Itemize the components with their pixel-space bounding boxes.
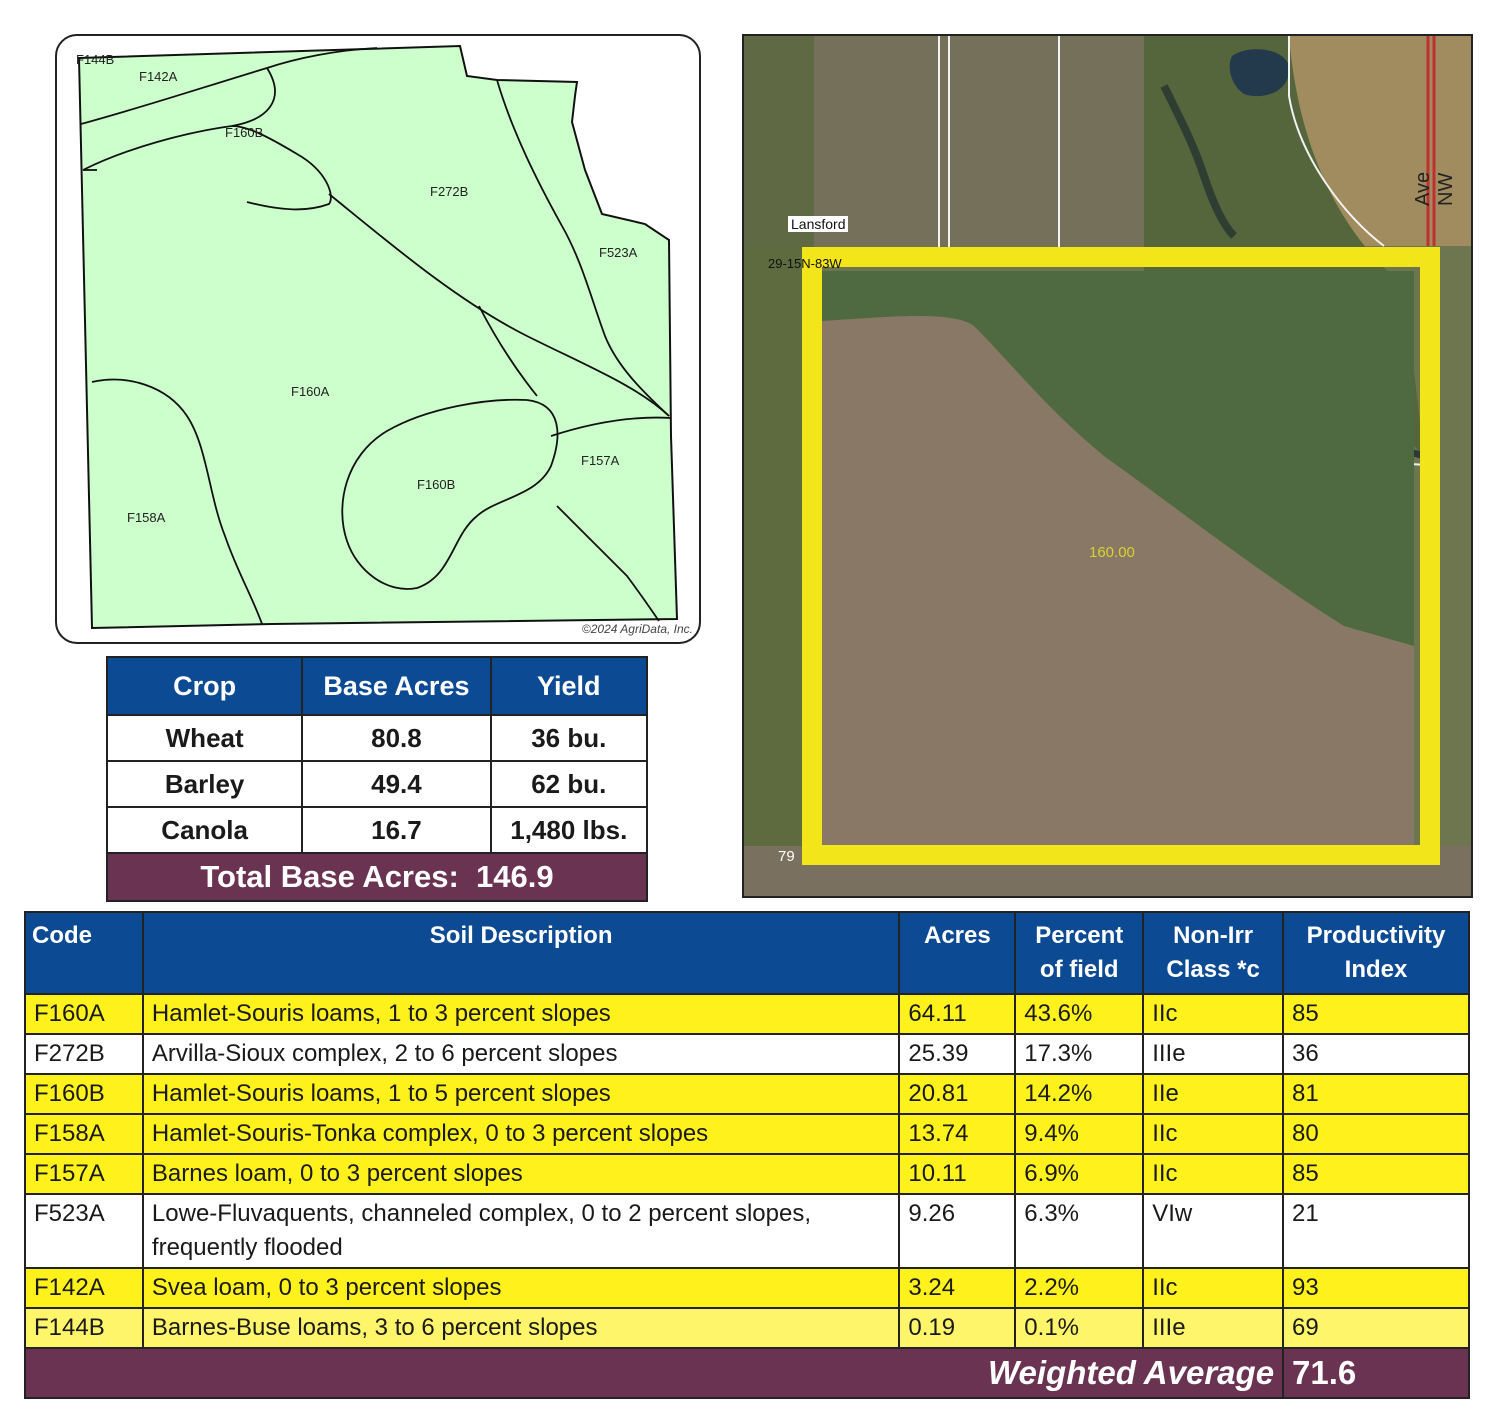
soil-description: Barnes-Buse loams, 3 to 6 percent slopes (143, 1308, 899, 1348)
soil-class: IIc (1143, 1268, 1283, 1308)
soil-class: VIw (1143, 1194, 1283, 1268)
soil-description: Arvilla-Sioux complex, 2 to 6 percent slopes (143, 1034, 899, 1074)
soil-acres: 3.24 (899, 1268, 1015, 1308)
weighted-average-value: 71.6 (1283, 1348, 1469, 1398)
crop-yield: 1,480 lbs. (491, 807, 647, 853)
soil-code: F523A (25, 1194, 143, 1268)
soil-acres: 9.26 (899, 1194, 1015, 1268)
crop-name: Canola (107, 807, 302, 853)
soil-percent: 14.2% (1015, 1074, 1143, 1114)
soil-description: Hamlet-Souris-Tonka complex, 0 to 3 percent slopes (143, 1114, 899, 1154)
soil-percent: 43.6% (1015, 994, 1143, 1034)
soil-class: IIc (1143, 994, 1283, 1034)
crop-base-acres: 80.8 (302, 715, 490, 761)
base-acres-header: Base Acres (302, 657, 490, 715)
crop-row (107, 715, 647, 761)
soil-index: 85 (1283, 1154, 1469, 1194)
soil-label-f160b-top: F160B (225, 125, 264, 140)
parcel-acres-label: 160.00 (1089, 544, 1135, 561)
soil-class: IIe (1143, 1074, 1283, 1114)
weighted-average-row (25, 1348, 1469, 1398)
soil-class: IIc (1143, 1154, 1283, 1194)
soil-percent: 9.4% (1015, 1114, 1143, 1154)
soil-percent: 0.1% (1015, 1308, 1143, 1348)
soil-label-f158a: F158A (127, 510, 166, 525)
soil-percent: 6.9% (1015, 1154, 1143, 1194)
crop-base-acres: 16.7 (302, 807, 490, 853)
field-boundary (79, 46, 677, 628)
soil-description: Lowe-Fluvaquents, channeled complex, 0 to 2 percent slopes, frequently flooded (143, 1194, 899, 1268)
section-label: 29-15N-83W (768, 256, 842, 271)
crop-name: Wheat (107, 715, 302, 761)
soil-label-f157a: F157A (581, 453, 620, 468)
soil-class: IIIe (1143, 1308, 1283, 1348)
soil-code: F142A (25, 1268, 143, 1308)
soil-description: Barnes loam, 0 to 3 percent slopes (143, 1154, 899, 1194)
non-irr-class-header: Non-Irr Class *c (1143, 912, 1283, 994)
place-label: Lansford (788, 216, 848, 232)
soil-map (55, 34, 701, 644)
map-copyright: ©2024 AgriData, Inc. (581, 622, 693, 636)
crop-table-header (107, 657, 647, 715)
soil-index: 80 (1283, 1114, 1469, 1154)
percent-of-field-header: Percent of field (1015, 912, 1143, 994)
crop-yield: 62 bu. (491, 761, 647, 807)
soil-label-f523a: F523A (599, 245, 638, 260)
soil-map-drawing (57, 36, 699, 642)
soil-index: 93 (1283, 1268, 1469, 1308)
soil-label-f142a: F142A (139, 69, 178, 84)
crop-base-acres: 49.4 (302, 761, 490, 807)
soil-row (25, 994, 1469, 1034)
soil-code: F272B (25, 1034, 143, 1074)
soil-percent: 2.2% (1015, 1268, 1143, 1308)
soil-index: 21 (1283, 1194, 1469, 1268)
crop-row (107, 807, 647, 853)
soil-row (25, 1308, 1469, 1348)
soil-description-header: Soil Description (143, 912, 899, 994)
crop-name: Barley (107, 761, 302, 807)
soil-code: F157A (25, 1154, 143, 1194)
yield-header: Yield (491, 657, 647, 715)
aerial-map (742, 34, 1473, 898)
soil-percent: 6.3% (1015, 1194, 1143, 1268)
crop-total-row (107, 853, 647, 901)
road-label: Ave NW (1412, 171, 1457, 206)
crop-base-acres-table (106, 656, 648, 902)
soil-code: F144B (25, 1308, 143, 1348)
crop-header: Crop (107, 657, 302, 715)
soil-index: 36 (1283, 1034, 1469, 1074)
soil-acres: 64.11 (899, 994, 1015, 1034)
crop-yield: 36 bu. (491, 715, 647, 761)
soil-label-f160a: F160A (291, 384, 330, 399)
soil-acres: 20.81 (899, 1074, 1015, 1114)
soil-code: F160A (25, 994, 143, 1034)
soil-table (24, 911, 1470, 1399)
road-number: 79 (778, 848, 795, 865)
soil-acres: 13.74 (899, 1114, 1015, 1154)
soil-row (25, 1074, 1469, 1114)
aerial-imagery (744, 36, 1471, 896)
soil-percent: 17.3% (1015, 1034, 1143, 1074)
soil-row (25, 1114, 1469, 1154)
soil-table-header (25, 912, 1469, 994)
soil-code: F160B (25, 1074, 143, 1114)
soil-index: 85 (1283, 994, 1469, 1034)
soil-description: Hamlet-Souris loams, 1 to 3 percent slopes (143, 994, 899, 1034)
soil-class: IIc (1143, 1114, 1283, 1154)
soil-code: F158A (25, 1114, 143, 1154)
soil-index: 69 (1283, 1308, 1469, 1348)
soil-row (25, 1154, 1469, 1194)
soil-row (25, 1034, 1469, 1074)
soil-label-f272b: F272B (430, 184, 469, 199)
soil-class: IIIe (1143, 1034, 1283, 1074)
soil-row (25, 1268, 1469, 1308)
soil-label-f160b-bottom: F160B (417, 477, 456, 492)
soil-acres: 25.39 (899, 1034, 1015, 1074)
productivity-index-header: Productivity Index (1283, 912, 1469, 994)
soil-acres: 10.11 (899, 1154, 1015, 1194)
weighted-average-label: Weighted Average (25, 1348, 1283, 1398)
soil-label-f144b: F144B (76, 52, 115, 67)
soil-description: Svea loam, 0 to 3 percent slopes (143, 1268, 899, 1308)
crop-row (107, 761, 647, 807)
total-base-acres: Total Base Acres: 146.9 (107, 853, 647, 901)
soil-description: Hamlet-Souris loams, 1 to 5 percent slopes (143, 1074, 899, 1114)
code-header: Code (25, 912, 143, 994)
soil-index: 81 (1283, 1074, 1469, 1114)
soil-row (25, 1194, 1469, 1268)
acres-header: Acres (899, 912, 1015, 994)
soil-acres: 0.19 (899, 1308, 1015, 1348)
